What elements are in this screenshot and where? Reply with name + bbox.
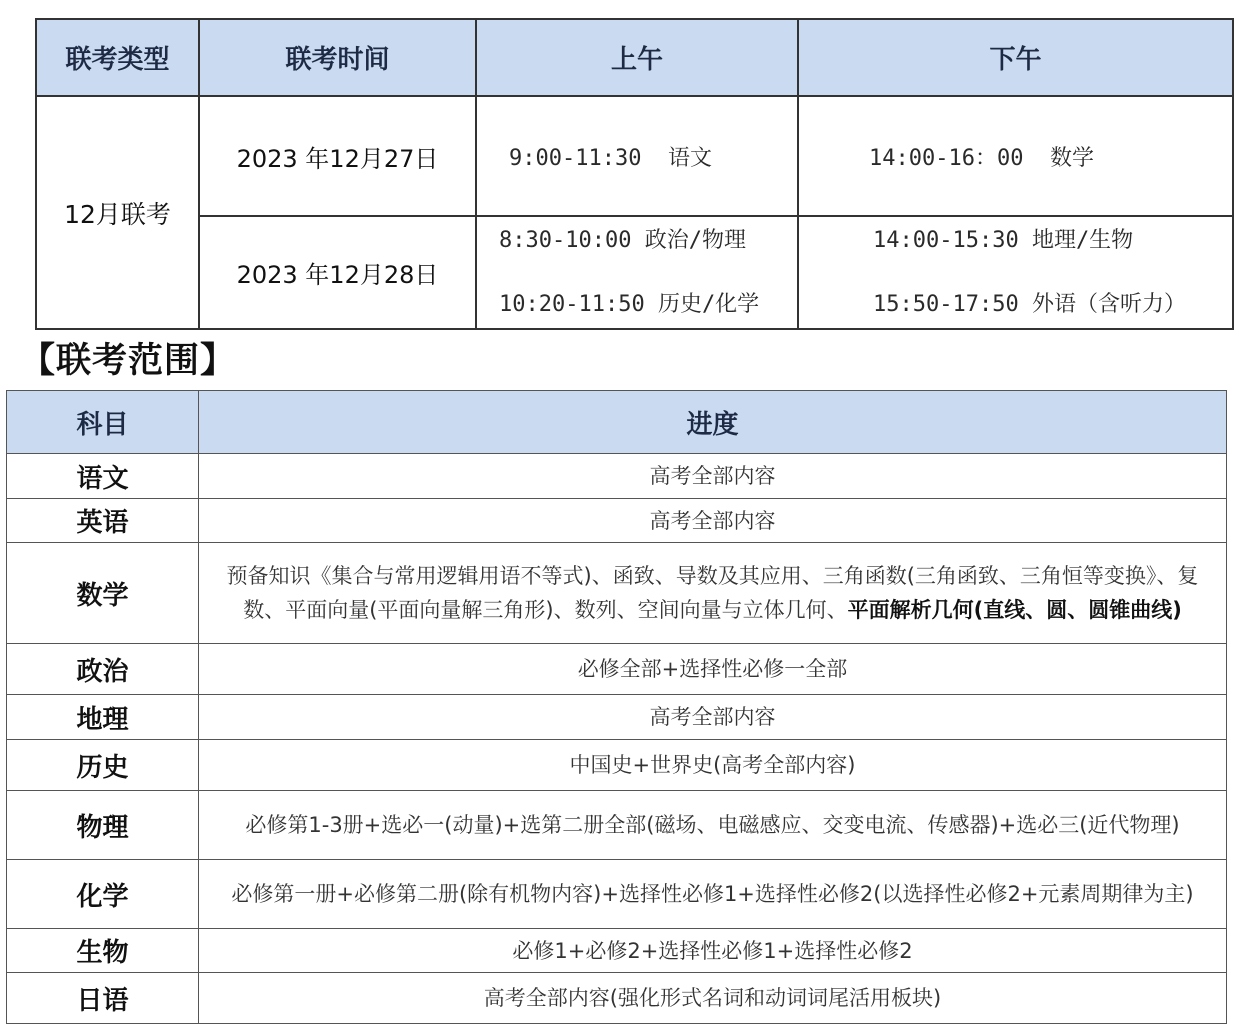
scope-cell: 高考全部内容 [199, 695, 1227, 740]
header-exam-type: 联考类型 [36, 19, 199, 96]
table-row [7, 791, 1227, 860]
header-subject: 科目 [7, 391, 199, 454]
scope-cell [199, 543, 1227, 644]
header-progress: 进度 [199, 391, 1227, 454]
morning-slot-text: 9:00-11:30 语文 [509, 145, 712, 171]
subject-cell: 物理 [7, 791, 199, 860]
table-row [7, 454, 1227, 499]
subject-cell: 政治 [7, 644, 199, 695]
section-title: 【联考范围】 [20, 341, 237, 381]
table-row [7, 644, 1227, 695]
table-row [7, 860, 1227, 929]
table-row [7, 499, 1227, 543]
scope-cell: 必修第1-3册+选必一(动量)+选第二册全部(磁场、电磁感应、交变电流、传感器)+选必三(近代物理) [199, 791, 1227, 860]
morning-slot-text: 8:30-10:00 政治/物理 [499, 228, 746, 253]
subject-cell: 化学 [7, 860, 199, 929]
subject-cell: 数学 [7, 543, 199, 644]
scope-header-row [7, 391, 1227, 454]
morning-slots-day2 [476, 216, 798, 329]
header-morning: 上午 [476, 19, 798, 96]
date-cell-day2: 2023 年12月28日 [199, 216, 476, 329]
morning-slot-text: 10:20-11:50 历史/化学 [499, 292, 760, 317]
subject-cell: 历史 [7, 740, 199, 791]
scope-cell: 高考全部内容 [199, 499, 1227, 543]
header-exam-time: 联考时间 [199, 19, 476, 96]
schedule-row-day1 [36, 96, 1233, 216]
scope-text-bold: 平面解析几何(直线、圆、圆锥曲线) [847, 598, 1182, 622]
scope-cell: 高考全部内容 [199, 454, 1227, 499]
header-afternoon: 下午 [798, 19, 1233, 96]
table-row [7, 740, 1227, 791]
exam-type-cell: 12月联考 [36, 96, 199, 329]
subject-cell: 地理 [7, 695, 199, 740]
afternoon-slots-day2 [798, 216, 1233, 329]
subject-cell: 生物 [7, 929, 199, 973]
afternoon-slot-text: 15:50-17:50 外语（含听力） [873, 292, 1186, 317]
subject-cell: 语文 [7, 454, 199, 499]
scope-cell: 必修1+必修2+选择性必修1+选择性必修2 [199, 929, 1227, 973]
table-row [7, 543, 1227, 644]
scope-cell: 中国史+世界史(高考全部内容) [199, 740, 1227, 791]
table-row [7, 973, 1227, 1024]
table-row [7, 929, 1227, 973]
exam-schedule-table [35, 18, 1234, 330]
scope-cell: 必修全部+选择性必修一全部 [199, 644, 1227, 695]
schedule-header-row [36, 19, 1233, 96]
afternoon-slot-text: 14:00-16：00 数学 [869, 145, 1094, 171]
afternoon-slot-text: 14:00-15:30 地理/生物 [873, 228, 1134, 253]
scope-cell: 高考全部内容(强化形式名词和动词词尾活用板块) [199, 973, 1227, 1024]
scope-cell: 必修第一册+必修第二册(除有机物内容)+选择性必修1+选择性必修2(以选择性必修2+元素周期律为主) [199, 860, 1227, 929]
date-cell-day1: 2023 年12月27日 [199, 96, 476, 216]
scope-text: 预备知识《集合与常用逻辑用语不等式)、函致、导数及其应用、三角函数(三角函致、三角恒等变换》、复数、平面向量(平面向量解三角形)、数列、空间向量与立体几何、 [226, 564, 1199, 622]
subject-cell: 日语 [7, 973, 199, 1024]
exam-scope-table [6, 390, 1227, 1024]
subject-cell: 英语 [7, 499, 199, 543]
afternoon-slot-day1 [798, 96, 1233, 216]
morning-slot-day1 [476, 96, 798, 216]
schedule-row-day2 [36, 216, 1233, 329]
table-row [7, 695, 1227, 740]
